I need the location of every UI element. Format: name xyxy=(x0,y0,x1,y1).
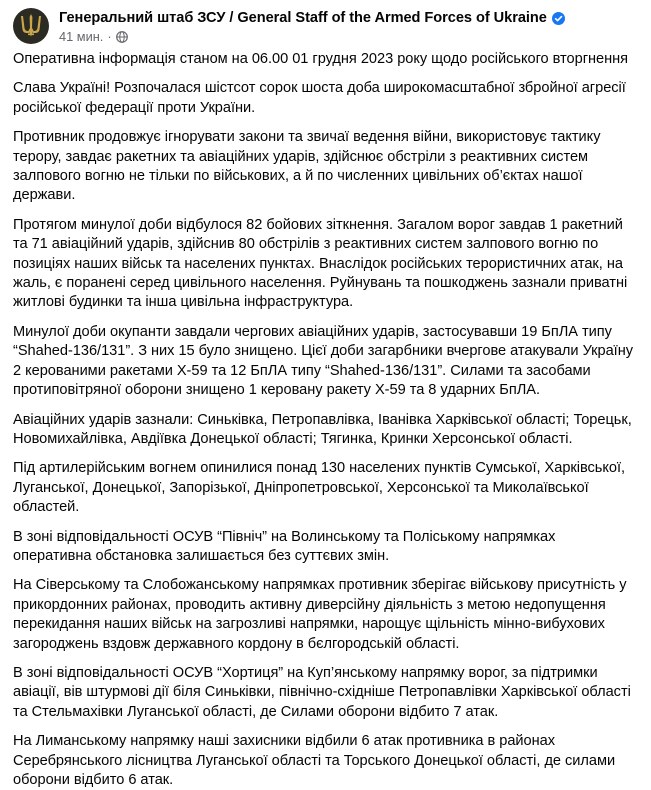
post-paragraph: В зоні відповідальності ОСУВ “Північ” на Волинському та Поліському напрямках оперативна обстановка залишається без суттєвих змін. xyxy=(13,528,556,564)
meta-separator: · xyxy=(107,29,112,44)
post-paragraph: Оперативна інформація станом на 06.00 01 грудня 2023 року щодо російського вторгнення xyxy=(13,51,629,67)
post-paragraph: Противник продовжує ігнорувати закони та звичаї ведення війни, використовує тактику терору, завдає ракетних та авіаційних ударів, здійснює обстріли з реактивних систем залпового вогню не тільки по військових, а й по численних цивільних об’єктах нашої держави. xyxy=(13,129,601,204)
post-sub-row xyxy=(59,29,565,44)
post-paragraph: На Сіверському та Слобожанському напрямках противник зберігає військову присутність у прикордонних районах, проводить активну диверсійну діяльність з метою недопущення перекидання наших військ на загрозливі напрямки, нарощує щільність мінно-вибухових загороджень вздовж державного кордону в бєлгородській області. xyxy=(13,577,627,652)
page-avatar[interactable] xyxy=(13,8,49,44)
post-meta xyxy=(59,10,565,44)
page-name-row xyxy=(59,10,565,26)
post-paragraph: Протягом минулої доби відбулося 82 бойових зіткнення. Загалом ворог завдав 1 ракетний та 71 авіаційний ударів, здійснив 80 обстрілів з реактивних систем залпового вогню по позиціях наших військ та населених пунктах. Внаслідок російських терористичних атак, на жаль, є поранені серед цивільного населення. Руйнувань та пошкоджень зазнали приватні житлові будинки та інша цивільна інфраструктура. xyxy=(13,216,628,311)
trident-logo xyxy=(20,14,42,38)
post-paragraph: На Лиманському напрямку наші захисники відбили 6 атак противника в районах Серебрянського лісництва Луганської області та Торського Донецької області, де силами оборони відбито 6 атак. xyxy=(13,733,616,788)
post-timestamp[interactable]: 41 мин. xyxy=(59,29,104,44)
globe-icon[interactable] xyxy=(116,31,128,43)
verified-icon xyxy=(552,12,565,25)
page-name-link[interactable]: Генеральний штаб ЗСУ / General Staff of the Armed Forces of Ukraine xyxy=(59,10,547,26)
post-paragraph: Під артилерійським вогнем опинилися понад 130 населених пунктів Сумської, Харківської, Луганської, Донецької, Запорізької, Дніпропетровської, Херсонської та Миколаївської областей. xyxy=(13,460,626,516)
post-body xyxy=(0,50,651,790)
post-paragraph: Слава Україні! Розпочалася шістсот сорок шоста доба широкомасштабної збройної агресії російської федерації проти України. xyxy=(13,80,626,116)
post-header xyxy=(0,0,651,50)
post-paragraph: Авіаційних ударів зазнали: Синьківка, Петропавлівка, Іванівка Харківської області; Торецьк, Новомихайлівка, Авдіївка Донецької області; Тягинка, Кринки Херсонської області. xyxy=(13,411,632,447)
post-paragraph: Минулої доби окупанти завдали чергових авіаційних ударів, застосувавши 19 БпЛА типу “Shahed-136/131”. З них 15 було знищено. Цієї доби загарбники вчергове атакували Україну 2 керованими ракетами Х-59 та 12 БпЛА типу “Shahed-136/131”. Силами та засобами протиповітряної оборони знищено 1 керовану ракету Х-59 та 8 ударних БпЛА. xyxy=(13,323,634,399)
post-paragraph: В зоні відповідальності ОСУВ “Хортиця” на Куп’янському напрямку ворог, за підтримки авіації, вів штурмові дії біля Синьківки, північно-східніше Петропавлівки Харківської області та Стельмахівки Луганської області, де Силами оборони відбито 7 атак. xyxy=(13,664,631,720)
